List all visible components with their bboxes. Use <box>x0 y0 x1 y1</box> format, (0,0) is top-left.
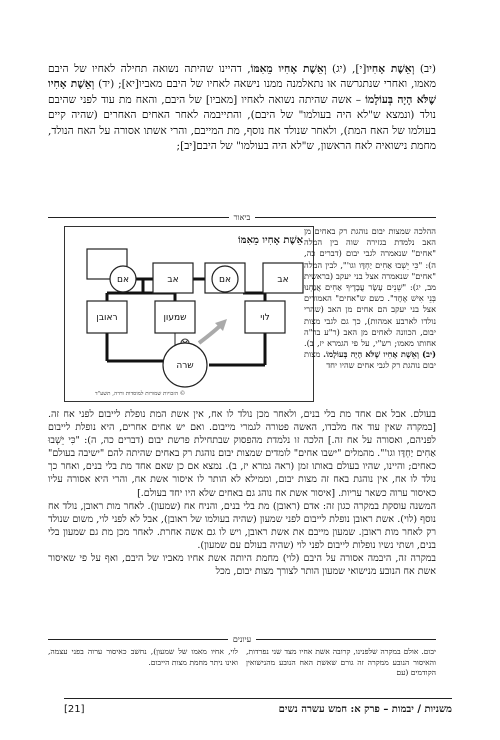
page-number: [21] <box>64 704 85 715</box>
bold-term: וְאֵשֶׁת אָחִיו <box>366 63 415 75</box>
page-footer <box>64 698 452 720</box>
commentary-paragraph-3: במקרה זה, היבמה אסורה על היבם (לוי) מחמת היותה אשת אחיו מאביו של היבם, ואף על פי שאיסור אשת אח הנובע מנישואי שמעון הותר לצורך מצות יבום, מכל <box>48 553 436 578</box>
commentary-body <box>48 408 436 578</box>
family-tree-diagram <box>64 226 314 402</box>
label-av-right: אב <box>277 275 289 285</box>
label-av-left: אב <box>167 275 179 285</box>
bold-term: וְאֵשֶׁת אָחִיו שֶׁלֹּא הָיָה בְּעוֹלָמוֹ <box>48 78 437 106</box>
family-tree-svg <box>65 227 315 403</box>
bold-term: וְאֵשֶׁת אָחִיו מֵאִמּוֹ <box>250 63 327 75</box>
separator-label: ביאור <box>233 212 251 222</box>
notes-column-right: יבום. אולם במקרה שלפנינו, קרובה אשת אחיו מצד שני נפרדות, והאיסור הנובע ממקרה זה גורם שאשת האח הנובע מהנישואין הקודמים (עם <box>246 647 436 678</box>
diagram-credit: © הזכויות שמורות למוסדות ורדה, תשע"ד <box>95 391 186 397</box>
label-em-mid: אם <box>219 275 231 285</box>
diagram-title: אֵשֶׁת אָחִיו מֵאִמּוֹ <box>238 235 303 246</box>
iyunim-notes <box>48 647 436 679</box>
separator-label: עיונים <box>232 634 252 644</box>
side-note-bold: (יב) וְאֵשֶׁת אָחִיו שֶׁלֹּא הָיָה בְּעוֹלָמוֹ. <box>323 349 436 360</box>
side-note <box>304 226 436 372</box>
label-shimon: שמעון <box>163 313 187 323</box>
footer-title: משניות / יבמות – פרק א: חמש עשרה נשים <box>278 704 452 715</box>
commentary-paragraph-1: בעולם. אבל אם אחד מת בלי בנים, ולאחר מכן נולד לו אח, אין אשת המת נופלת לייבום לפני אח זה. [במקרה שאין עוד אח מלבדו, האשה פטורה לגמרי מייבום. ואם יש אחים אחרים, היא נופלת לייבום לפניהם, ואסורה על אח זה.] הלכה זו נלמדת מהפסוק שבתחילת פרשת יבום (דברים כה, ה): "כִּי יֵשְׁבוּ אַחִים יַחְדָּו וגו'". מהמלים "ישבו אחים" לומדים שמצות יבום נוהגת רק באחים שהיתה להם "ישיבה בעולם" כאחים; והיינו, שהיו בעולם באותו זמן (ראה גמרא יז, ב). נמצא אם כן שאם אחד מת בלי בנים, ואחר כך נולד לו אח, אין נוהגת באח זה מצות יבום, וממילא לא הותר לו איסור אשת אח, והרי היא אסורה עליו כאיסור ערוה כשאר עריות. [איסור אשת אח נוהג גם באחים שלא היו יחד בעולם.] <box>48 409 436 499</box>
section-separator-biur <box>48 212 436 222</box>
notes-column-left: לוי, אחיו מאמו של שמעון), נחשב כאיסור ערוה בפני עצמה, ואינו ניתר מחמת מצות הייבום. <box>48 647 238 667</box>
section-separator-iyunim <box>48 634 436 644</box>
label-levi: לוי <box>260 313 270 323</box>
top-paragraph: (יב) וְאֵשֶׁת אָחִיו[י], (יג) וְאֵשֶׁת אָחִיו מֵאִמּוֹ, דהיינו שהיתה נשואה תחילה לאחיו של היבם מאמו, ואחרי שנתגרשה או נתאלמנה ממנו נישאה לאחיו של היבם מאביו[יא]; (יד) וְאֵשֶׁת אָחִיו שֶׁלֹּא הָיָה בְּעוֹלָמוֹ – אשה שהיתה נשואה לאחיו [מאביו] של היבם, והאח מת עוד לפני שהיבם נולד (ונמצא ש"לא היה בעולמו" של היבם), והתייבמה לאחר האחים האחרים (שהיה קיים בעולמו של האח המת), ולאחר שנולד אח נוסף, מת המייבם, והרי אשתו אסורה על האח הנולד, מחמת נישואיה לאח הראשון, ש"לא היה בעולמו" של היבם[יב]; <box>48 63 437 153</box>
commentary-paragraph-2: המשנה עוסקת במקרה כגון זה: אדם (ראובן) מת בלי בנים, והניח אח (שמעון). לאחר מות ראובן, נולד אח נוסף (לוי). אשת ראובן נופלת לייבום לפני שמעון (שהיה בעולמו של ראובן), אבל לא לפני לוי, משום שנולד רק לאחר מות ראובן. שמעון מייבם את אשת ראובן, ויש לו גם אשה אחרת. לאחר מכן מת גם שמעון בלי בנים, ושתי נשיו נופלות לייבום לפני לוי (שהיה בעולם עם שמעון). <box>48 500 436 551</box>
label-reuven: ראובן <box>96 313 118 323</box>
side-note-after: מצות יבום נוהגת רק לגבי אחים שהיו יחד <box>304 349 436 371</box>
side-note-text: ההלכה שמצות יבום נוהגת רק באחים מן האב נלמדת בגזירה שוה בין המלה "אחים" שנאמרה לגבי יבום (דברים כה, ה): "כִּי יֵשְׁבוּ אַחִים יַחְדָּו וגו'", לבין המלה "אחים" שנאמרה אצל בני יעקב (בראשית מב, יג): "שְׁנֵים עָשָׂר עֲבָדֶיךָ אַחִים אֲנַחְנוּ בְּנֵי אִישׁ אֶחָד". כשם ש"אחים" האמורים אצל בני יעקב הם אחים מן האב (שהרי נולדו לארבע אמהות), כך גם לגבי מצות יבום, הכוונה לאחים מן האב (ר"ע בר"ה אחותו מאמו; רש"י, על פי הגמרא יז, ב). <box>304 226 436 349</box>
label-em-left: אם <box>117 275 129 285</box>
label-sarah: שרה <box>176 361 194 371</box>
